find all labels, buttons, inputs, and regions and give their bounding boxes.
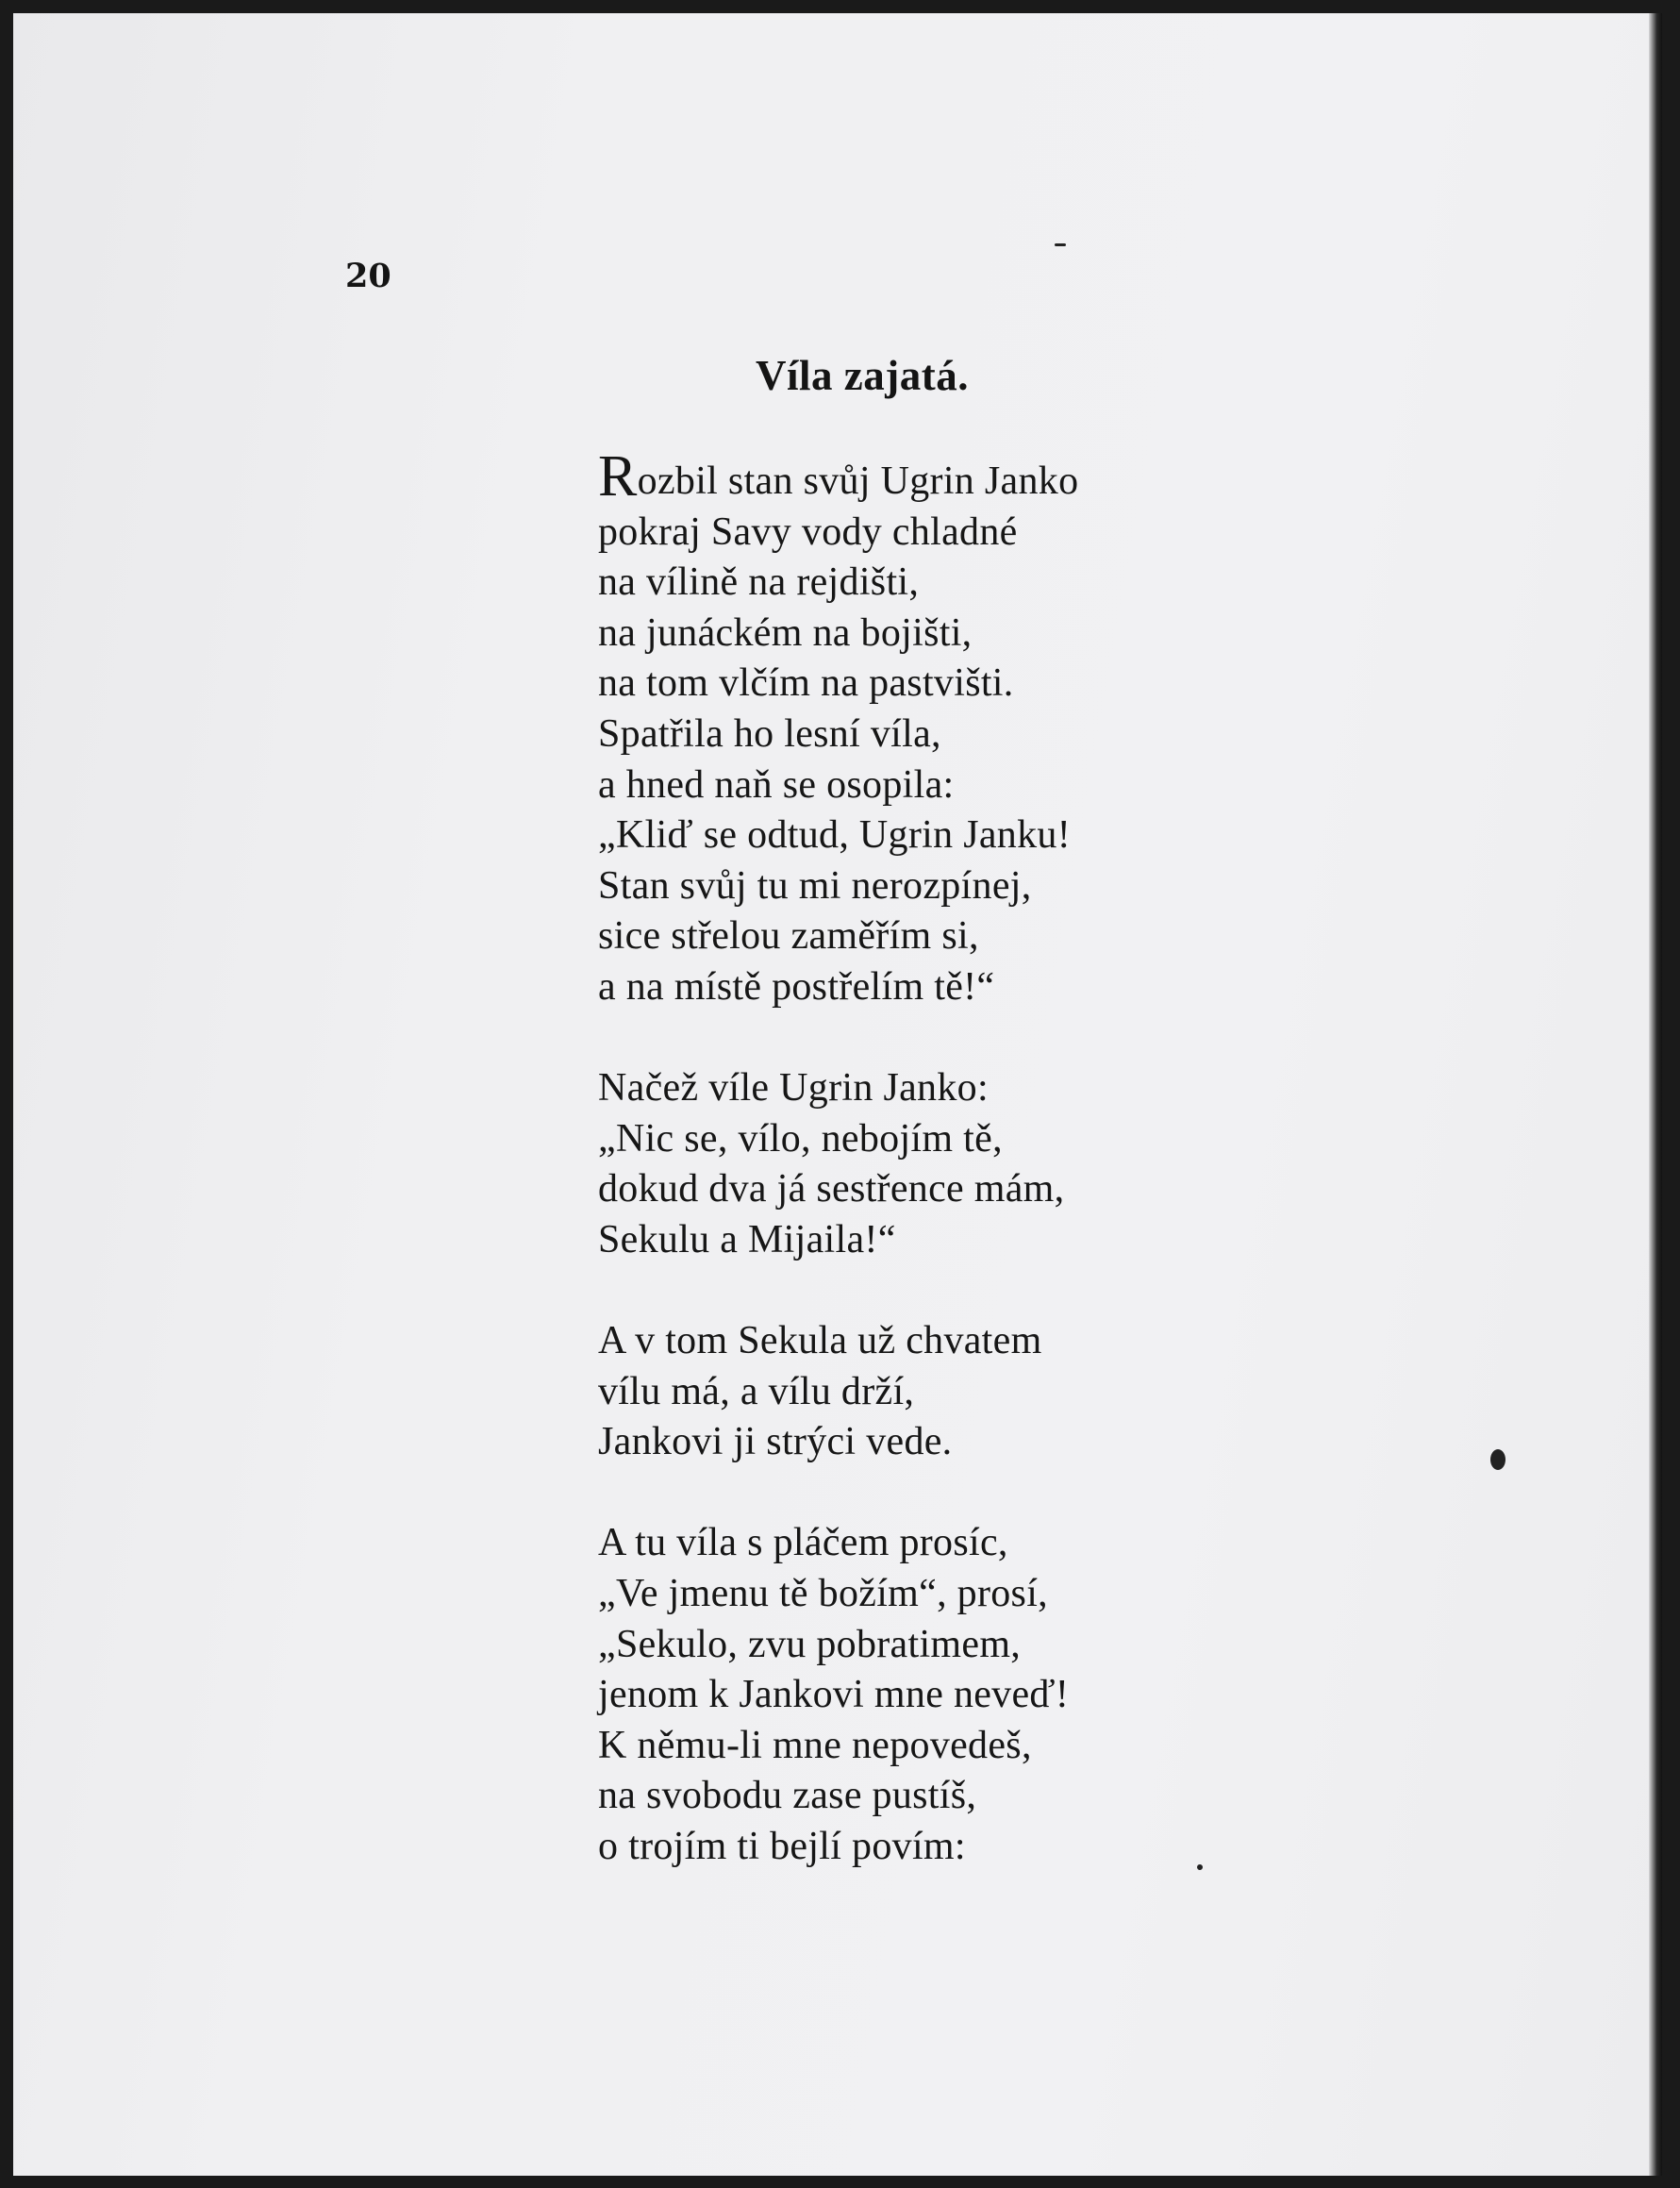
poem-line: o trojím ti bejlí povím: bbox=[598, 1825, 966, 1869]
poem-line: a na místě postřelím tě!“ bbox=[598, 964, 995, 1009]
stanza-3 bbox=[598, 1316, 1315, 1468]
ink-speck bbox=[1197, 1864, 1203, 1870]
poem-line: sice střelou zaměřím si, bbox=[598, 914, 979, 959]
poem-line: Stan svůj tu mi nerozpínej, bbox=[598, 863, 1032, 908]
drop-cap: R bbox=[598, 444, 638, 509]
ink-speck bbox=[1055, 243, 1066, 246]
poem-line: Jankovi ji strýci vede. bbox=[598, 1420, 953, 1464]
book-page bbox=[13, 13, 1662, 2176]
poem-line: na vílině na rejdišti, bbox=[598, 560, 920, 605]
poem-line-text: ozbil stan svůj Ugrin Janko bbox=[637, 459, 1079, 503]
page-edge-shadow bbox=[1649, 13, 1662, 2176]
poem-body bbox=[598, 444, 1315, 1923]
poem-line: „Ve jmenu tě božím“, prosí, bbox=[598, 1572, 1048, 1616]
poem-line: Sekulu a Mijaila!“ bbox=[598, 1217, 896, 1261]
poem-line: „Nic se, vílo, nebojím tě, bbox=[598, 1116, 1003, 1161]
poem-line bbox=[598, 444, 1315, 509]
poem-line: na tom vlčím na pastvišti. bbox=[598, 661, 1014, 706]
poem-line: „Sekulo, zvu pobratimem, bbox=[598, 1622, 1022, 1666]
poem-line: K němu-li mne nepovedeš, bbox=[598, 1723, 1032, 1767]
ink-speck bbox=[1490, 1449, 1505, 1470]
stanza-4 bbox=[598, 1518, 1315, 1872]
poem-line: a hned naň se osopila: bbox=[598, 762, 955, 807]
poem-line: Načež víle Ugrin Janko: bbox=[598, 1066, 989, 1111]
poem-line: Spatřila ho lesní víla, bbox=[598, 711, 941, 756]
stanza-2 bbox=[598, 1063, 1315, 1265]
poem-line: „Kliď se odtud, Ugrin Janku! bbox=[598, 813, 1071, 858]
poem-line: vílu má, a vílu drží, bbox=[598, 1369, 915, 1413]
poem-line: jenom k Jankovi mne neveď! bbox=[598, 1673, 1070, 1717]
poem-line: A v tom Sekula už chvatem bbox=[598, 1319, 1042, 1363]
poem-line: dokud dva já sestřence mám, bbox=[598, 1167, 1065, 1211]
poem-title: Víla zajatá. bbox=[756, 352, 969, 399]
poem-line: na svobodu zase pustíš, bbox=[598, 1774, 977, 1818]
poem-line: na junáckém na bojišti, bbox=[598, 610, 973, 655]
page-number: 20 bbox=[345, 257, 391, 295]
poem-line: pokraj Savy vody chladné bbox=[598, 509, 1018, 554]
stanza-1 bbox=[598, 444, 1315, 1013]
poem-line: A tu víla s pláčem prosíc, bbox=[598, 1521, 1008, 1565]
